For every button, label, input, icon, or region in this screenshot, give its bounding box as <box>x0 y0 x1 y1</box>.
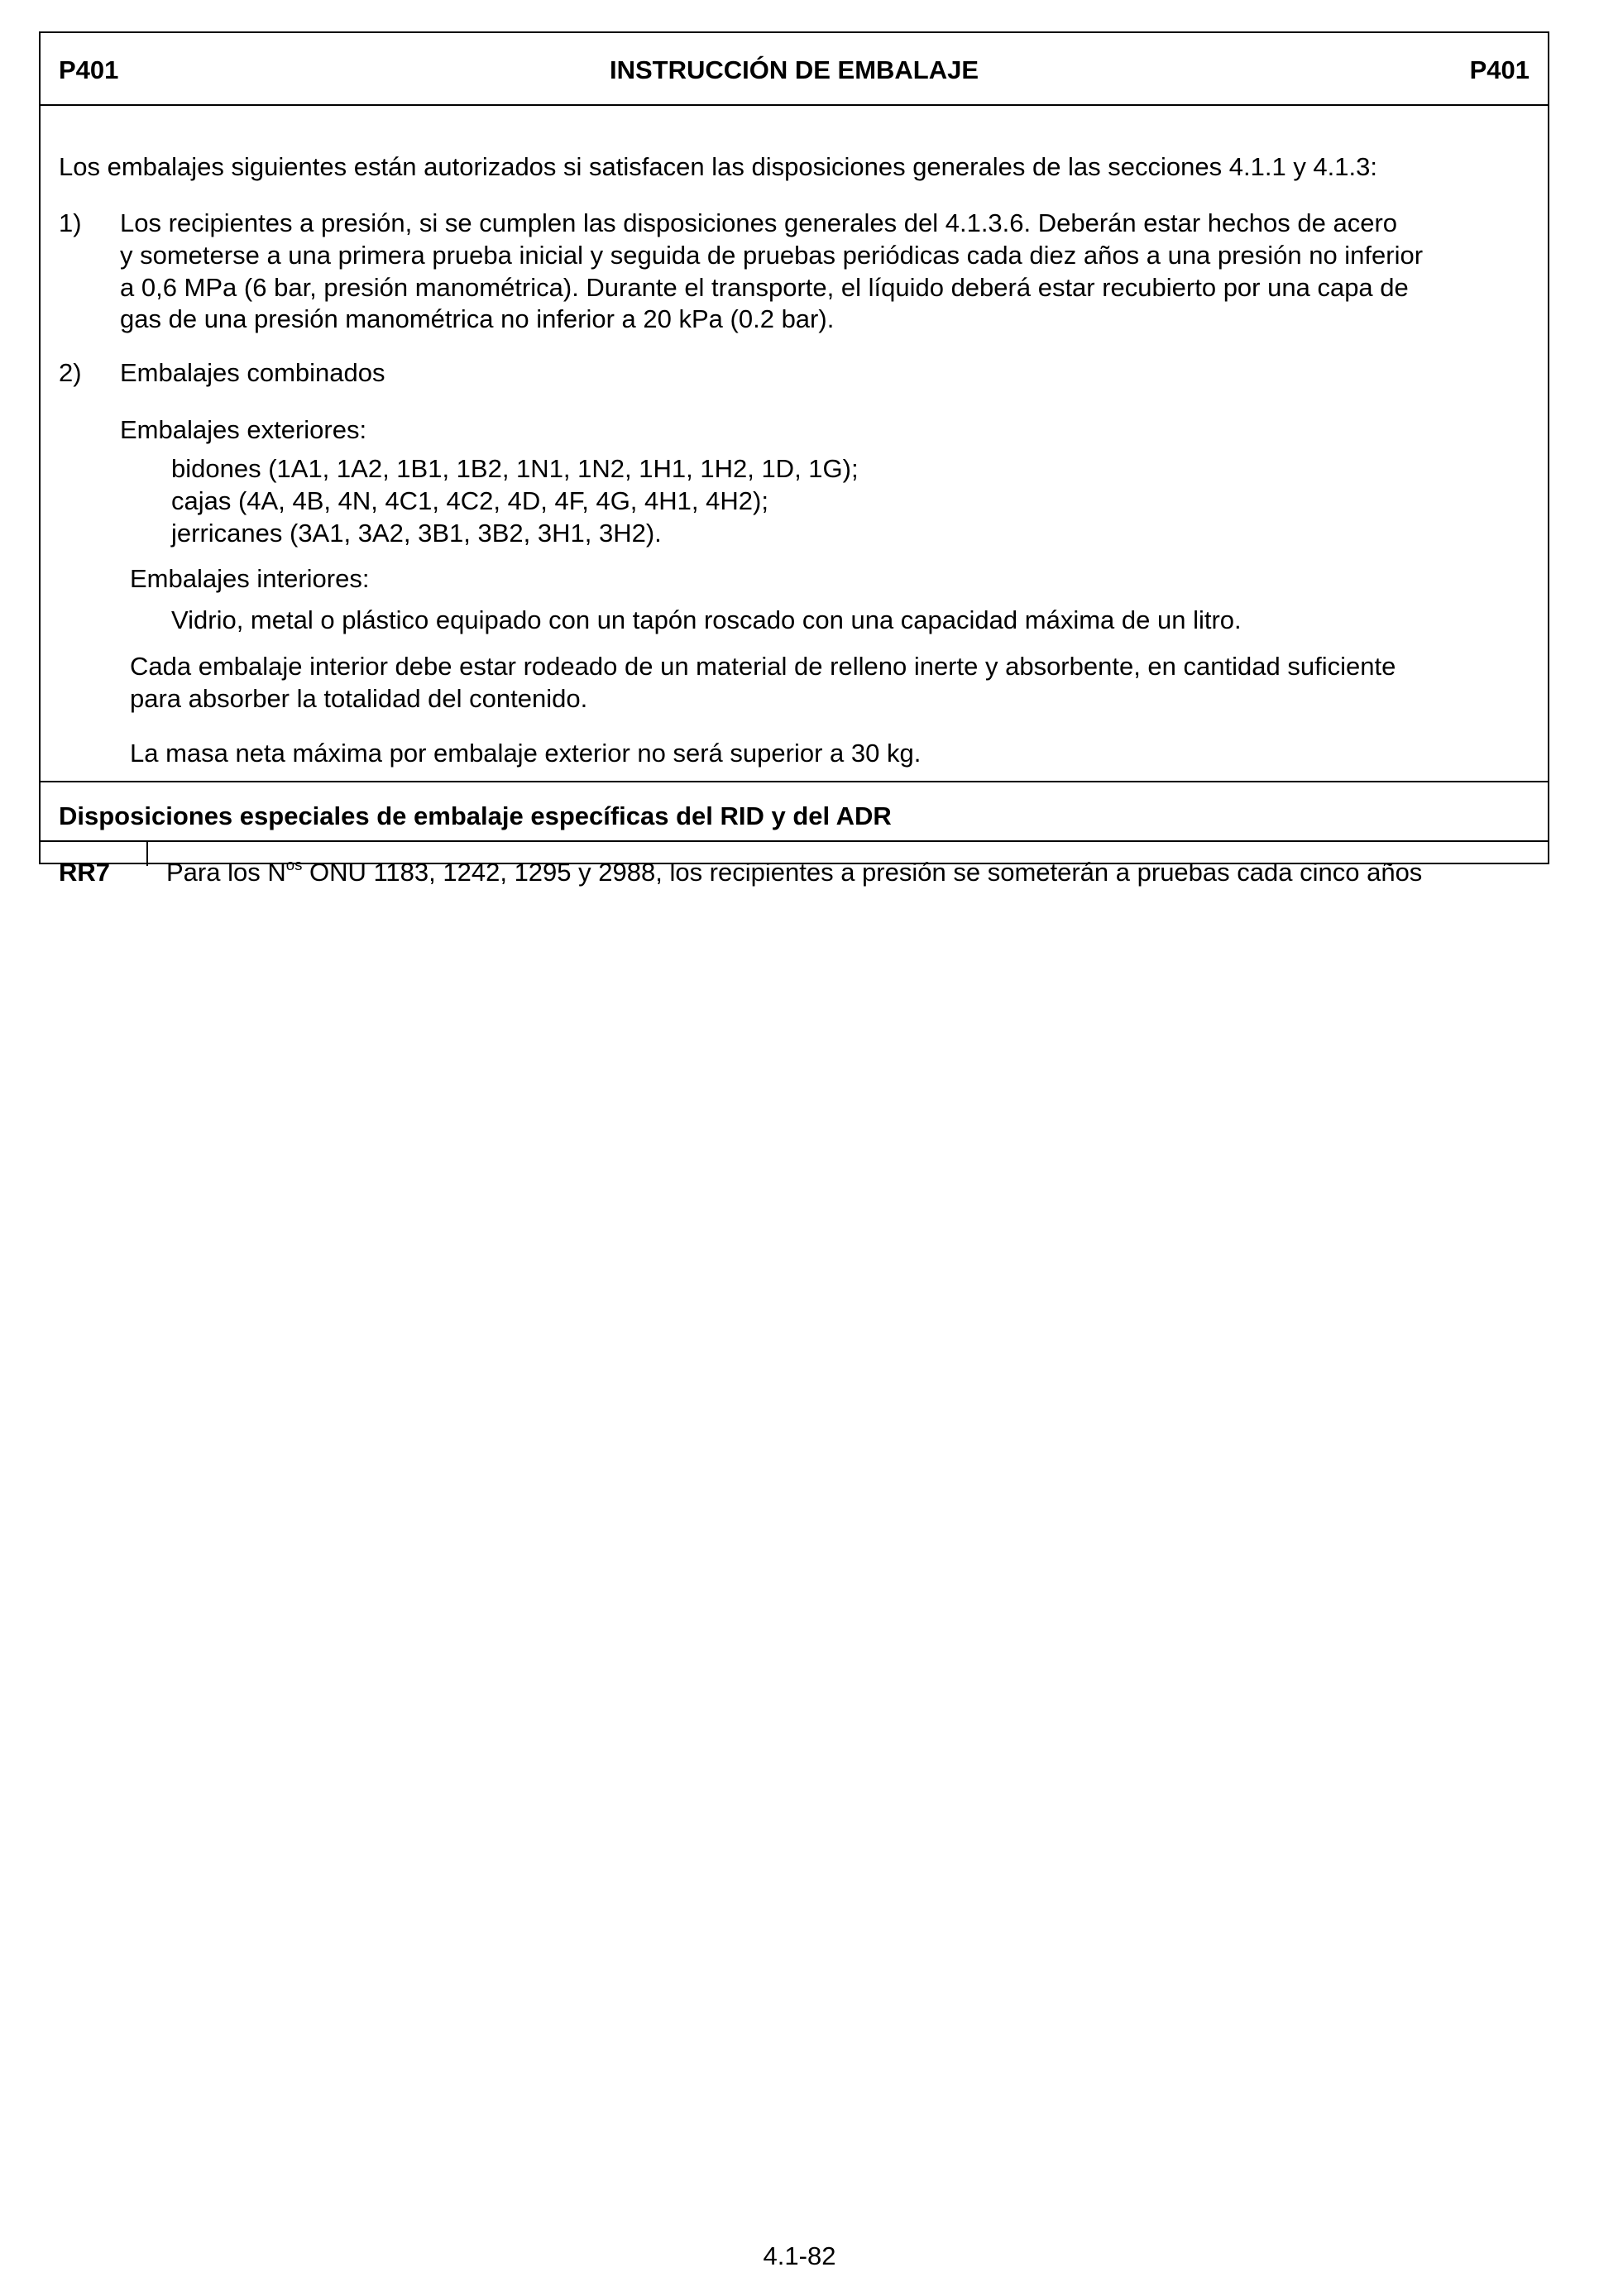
special-provision-text-end: ONU 1183, 1242, 1295 y 2988, los recipientes a presión se someterán a pruebas cada cinco años <box>302 858 1423 887</box>
intro-text: Los embalajes siguientes están autorizados si satisfacen las disposiciones generales de las secciones 4.1.1 y 4.1.3: <box>59 152 1377 181</box>
item-1-line: a 0,6 MPa (6 bar, presión manométrica). Durante el transporte, el líquido deberá estar recubierto por una capa de <box>120 272 1409 302</box>
max-mass-text: La masa neta máxima por embalaje exterior no será superior a 30 kg. <box>130 739 922 768</box>
special-provision-superscript: os <box>285 855 303 873</box>
instruction-code-right: P401 <box>1469 55 1530 84</box>
item-2-title: Embalajes combinados <box>120 358 385 387</box>
special-provision-code: RR7 <box>59 858 111 887</box>
item-1-line: Los recipientes a presión, si se cumplen las disposiciones generales del 4.1.3.6. Deberán estar hechos de acero <box>120 208 1398 237</box>
instruction-body <box>41 104 1548 782</box>
special-provision-text <box>166 857 1422 889</box>
item-1-line: gas de una presión manométrica no inferior a 20 kPa (0.2 bar). <box>120 304 835 334</box>
filling-material-text <box>130 651 1396 715</box>
special-provisions-heading: Disposiciones especiales de embalaje específicas del RID y del ADR <box>59 801 892 830</box>
special-provision-code-cell <box>41 840 148 887</box>
instruction-title: INSTRUCCIÓN DE EMBALAJE <box>609 55 979 84</box>
inner-packagings-text: Vidrio, metal o plástico equipado con un tapón roscado con una capacidad máxima de un litro. <box>171 605 1242 634</box>
outer-packaging-item: jerricanes (3A1, 3A2, 3B1, 3B2, 3H1, 3H2). <box>171 518 662 548</box>
table-header <box>41 33 1548 106</box>
outer-packaging-item: cajas (4A, 4B, 4N, 4C1, 4C2, 4D, 4F, 4G, 4H1, 4H2); <box>171 486 768 515</box>
instruction-code-left: P401 <box>59 55 119 84</box>
item-1-line: y someterse a una primera prueba inicial y seguida de pruebas periódicas cada diez años a una presión no inferior <box>120 240 1424 270</box>
page-number: 4.1-82 <box>763 2241 836 2270</box>
outer-packagings-label: Embalajes exteriores: <box>120 415 367 444</box>
item-2-number: 2) <box>59 358 82 387</box>
special-provision-row <box>41 840 1548 887</box>
special-provisions-heading-row <box>41 781 1548 842</box>
packing-instruction-table <box>39 31 1549 887</box>
inner-packagings-label: Embalajes interiores: <box>130 564 370 593</box>
filling-line: para absorber la totalidad del contenido. <box>130 683 588 713</box>
outer-packaging-item: bidones (1A1, 1A2, 1B1, 1B2, 1N1, 1N2, 1H1, 1H2, 1D, 1G); <box>171 454 859 483</box>
filling-line: Cada embalaje interior debe estar rodeado de un material de relleno inerte y absorbente, en cantidad suficiente <box>130 652 1396 681</box>
item-1-number: 1) <box>59 208 82 237</box>
outer-packagings-list <box>171 453 859 549</box>
special-provision-text-start: Para los N <box>166 858 286 887</box>
item-1-text <box>120 208 1530 336</box>
